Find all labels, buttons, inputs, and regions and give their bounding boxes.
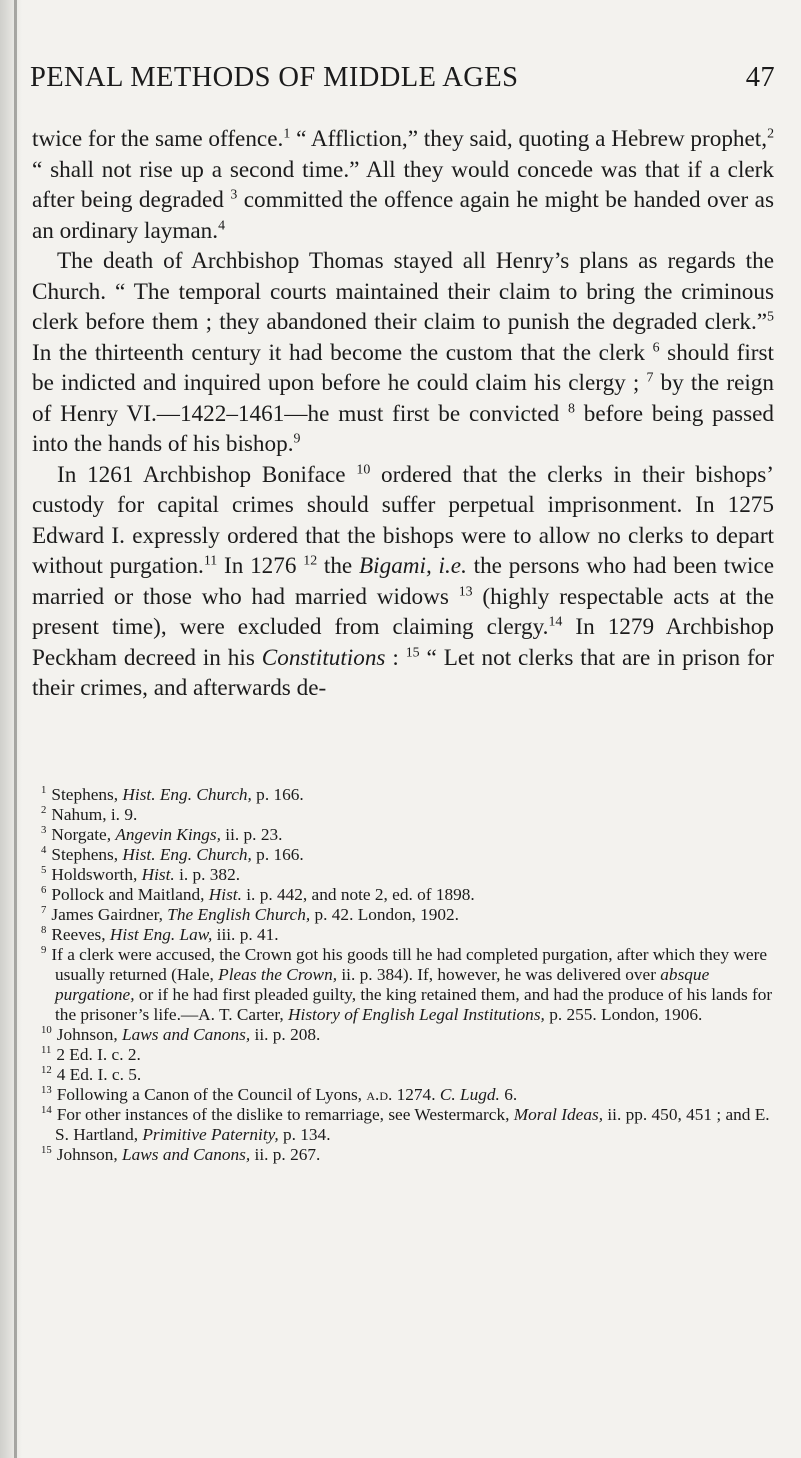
footnote-ref: 2 bbox=[767, 126, 775, 142]
footnote-ref: 1 bbox=[283, 126, 291, 142]
footnote: $^6$ Pollock and Maitland, Hist. i. p. 442, and note 2, ed. of 1898. bbox=[41, 884, 475, 904]
footnote-ref: 5 bbox=[767, 309, 774, 325]
footnote: $^{10}$ Johnson, Laws and Canons, ii. p. 208. bbox=[41, 1024, 321, 1044]
footnote-ref: 8 bbox=[568, 400, 575, 416]
footnote-ref: 6 bbox=[652, 339, 660, 355]
binding-edge bbox=[14, 0, 17, 1458]
footnote: $^1$ Stephens, Hist. Eng. Church, p. 166. bbox=[41, 784, 304, 804]
footnote: $^2$ Nahum, i. 9. bbox=[41, 804, 138, 824]
footnote: $^{14}$ For other instances of the dislike to remarriage, see Westermarck, Moral Ideas, ii. pp. 450, 451 ; and E. S. Hartland, Primitive Paternity, p. 134. bbox=[41, 1104, 770, 1144]
footnote-ref: 15 bbox=[405, 644, 420, 660]
footnotes bbox=[32, 785, 774, 1165]
footnote-ref: 13 bbox=[458, 583, 473, 599]
running-header bbox=[30, 62, 775, 94]
paragraph-3: In 1261 Archbishop Boniface $^{10}$ ordered that the clerks in their bishops’ custody for capital crimes should suffer perpetual imprisonment. In 1275 Edward I. expressly ordered that the bishops were to allow no clerks to depart without purgation.$^{11}$ In 1276 $^{12}$ the Bigami, i.e. the persons who had been twice married or those who had married widows $^{13}$ (highly respectable acts at the present time), were excluded from claiming clergy.$^{14}$ In 1279 Archbishop Peckham decreed in his Constitutions : $^{15}$ “ Let not clerks that are in prison for their crimes, and afterwards de- bbox=[32, 461, 775, 701]
footnote-ref: 11 bbox=[203, 553, 218, 569]
footnote-ref: 7 bbox=[646, 370, 654, 386]
footnote: $^7$ James Gairdner, The English Church, p. 42. London, 1902. bbox=[41, 904, 459, 924]
main-text bbox=[32, 124, 774, 704]
footnote: $^{12}$ 4 Ed. I. c. 5. bbox=[41, 1064, 142, 1084]
page-number: 47 bbox=[745, 62, 775, 93]
footnote: $^9$ If a clerk were accused, the Crown got his goods till he had completed purgation, after which they were usually returned (Hale, Pleas the Crown, ii. p. 384). If, however, he was delivered over absque purgatione, or if he had first pleaded guilty, the king retained them, and had the produce of his lands for the prisoner’s life.—A. T. Carter, History of English Legal Institutions, p. 255. London, 1906. bbox=[41, 944, 773, 1024]
footnote: $^5$ Holdsworth, Hist. i. p. 382. bbox=[41, 864, 241, 884]
footnote-ref: 12 bbox=[303, 553, 318, 569]
footnote-ref: 14 bbox=[548, 614, 563, 630]
footnote: $^3$ Norgate, Angevin Kings, ii. p. 23. bbox=[41, 824, 283, 844]
paragraph-1: twice for the same offence.$^1$ “ Affliction,” they said, quoting a Hebrew prophet,$^2$ “ shall not rise up a second time.” All they would concede was that if a clerk after being degraded $^3$ committed the offence again he might be handed over as an ordinary layman.$^4$ bbox=[32, 126, 775, 244]
footnote-ref: 9 bbox=[293, 431, 301, 447]
italic-term: Bigami, i.e. bbox=[359, 553, 467, 579]
footnote: $^4$ Stephens, Hist. Eng. Church, p. 166. bbox=[41, 844, 304, 864]
footnote: $^{15}$ Johnson, Laws and Canons, ii. p. 267. bbox=[41, 1144, 321, 1164]
footnote: $^{13}$ Following a Canon of the Council of Lyons, a.d. 1274. C. Lugd. 6. bbox=[41, 1084, 518, 1104]
footnote-ref: 4 bbox=[218, 217, 226, 233]
footnote-ref: 3 bbox=[230, 187, 238, 203]
paragraph-2: The death of Archbishop Thomas stayed all Henry’s plans as regards the Church. “ The temporal courts maintained their claim to bring the criminous clerk before them ; they abandoned their claim to punish the degraded clerk.”$^5$ In the thirteenth century it had become the custom that the clerk $^6$ should first be indicted and inquired upon before he could claim his clergy ; $^7$ by the reign of Henry VI.—1422–1461—he must first be convicted $^8$ before being passed into the hands of his bishop.$^9$ bbox=[32, 248, 774, 457]
footnote: $^8$ Reeves, Hist Eng. Law, iii. p. 41. bbox=[41, 924, 279, 944]
footnote-ref: 10 bbox=[356, 461, 371, 477]
binding-shadow bbox=[0, 0, 22, 1458]
running-title: PENAL METHODS OF MIDDLE AGES bbox=[30, 62, 519, 93]
italic-title: Constitutions bbox=[261, 644, 386, 671]
footnote: $^{11}$ 2 Ed. I. c. 2. bbox=[41, 1044, 141, 1064]
